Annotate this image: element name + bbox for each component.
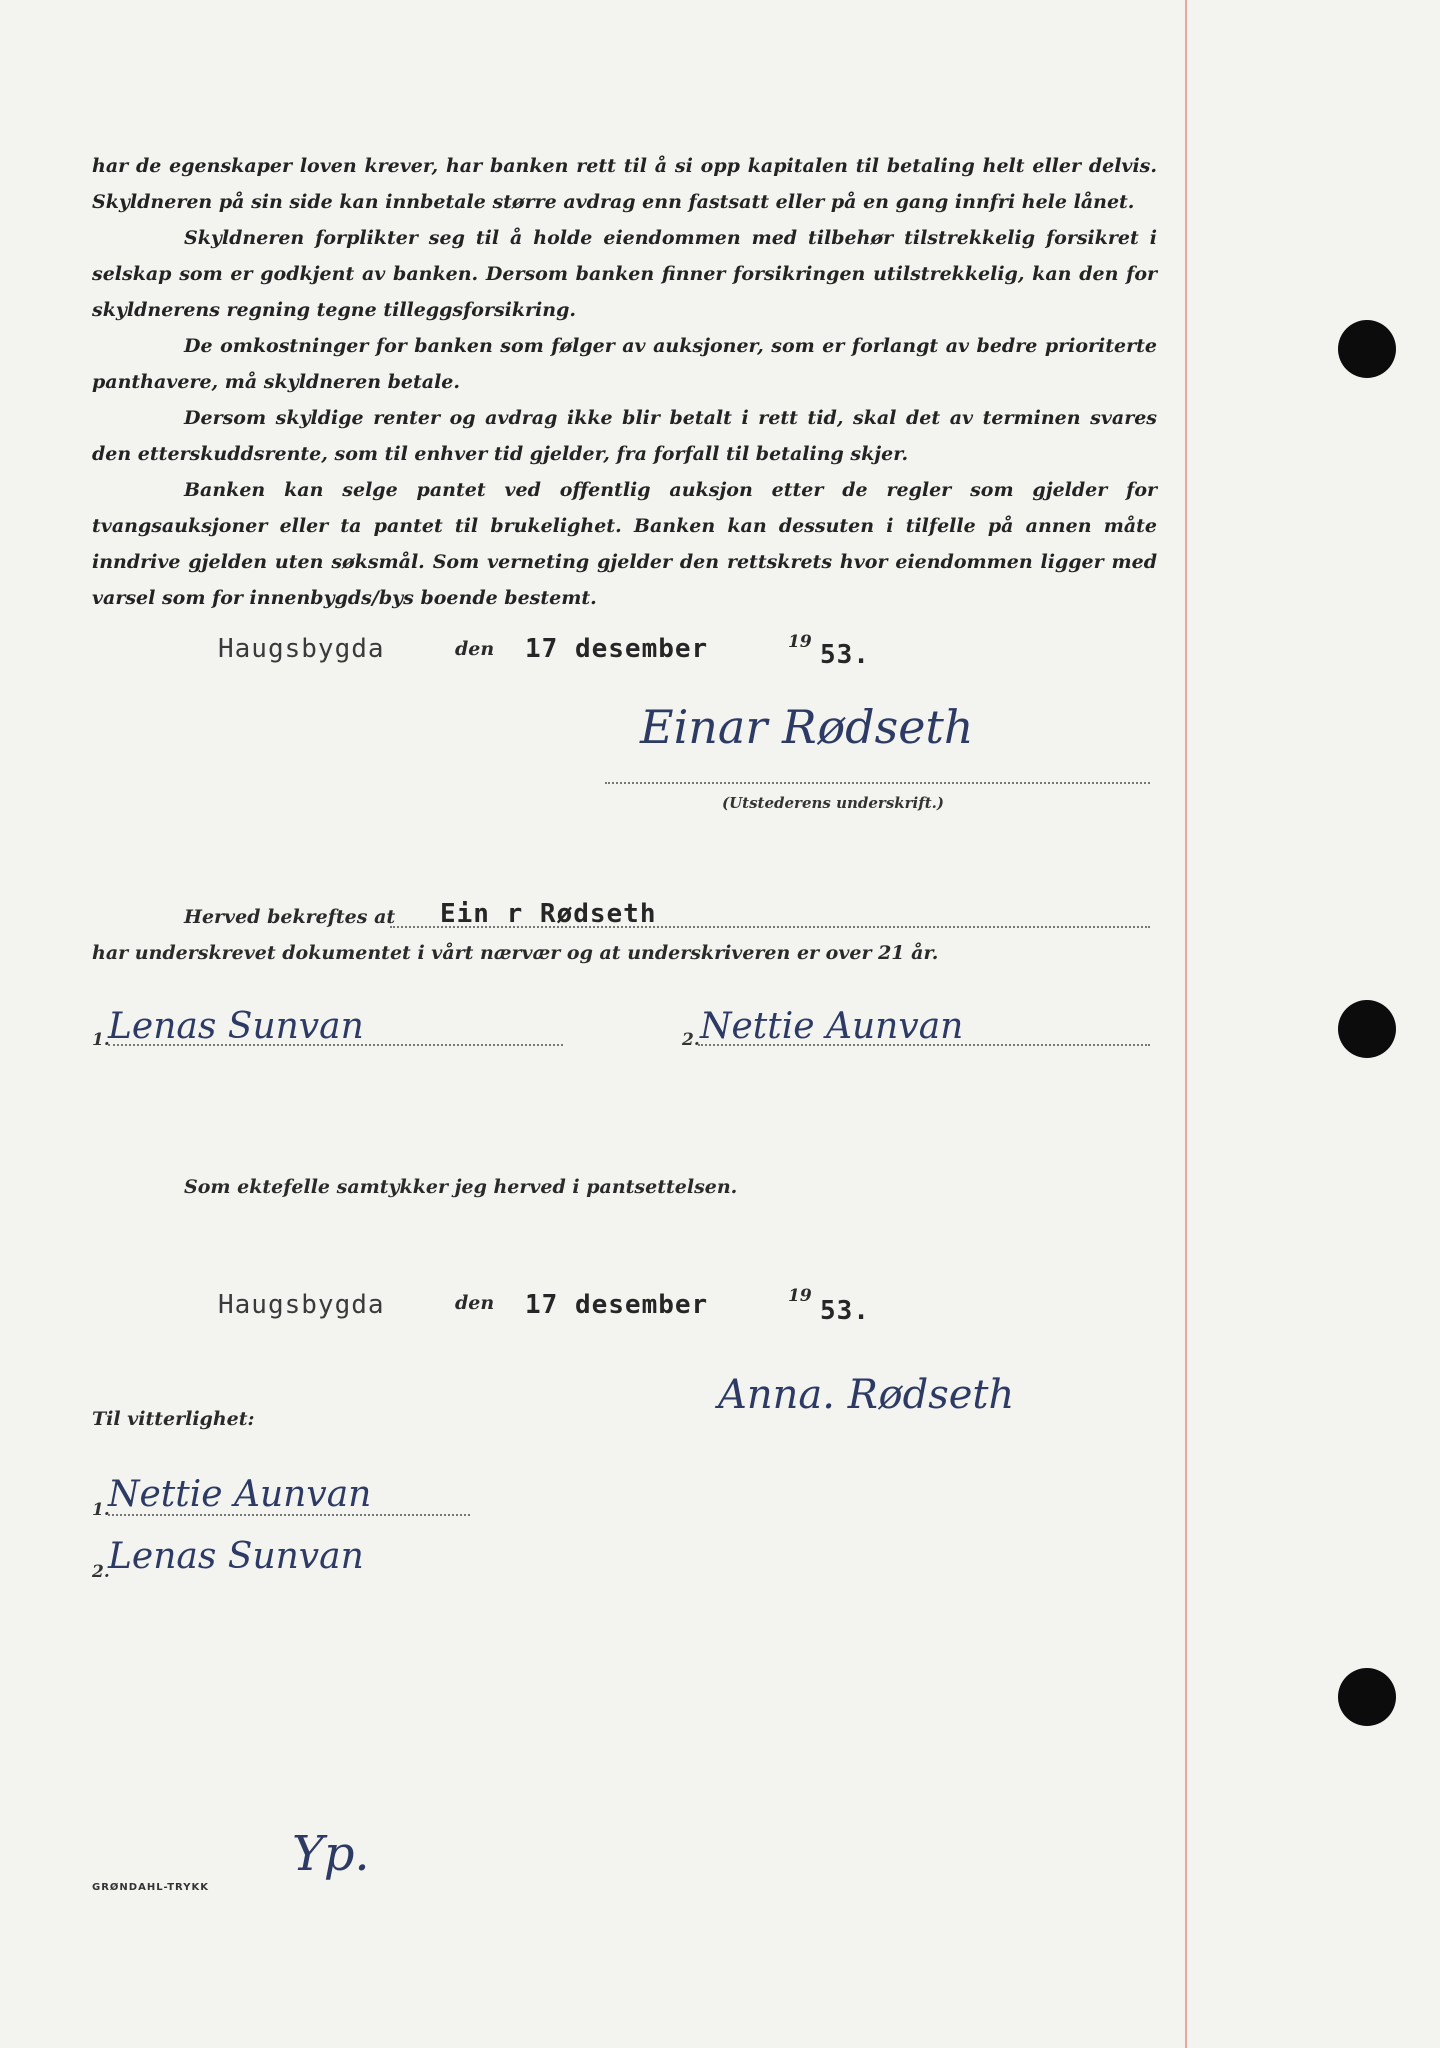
attestation-label: Til vitterlighet: xyxy=(92,1408,255,1430)
witness-number-1: 1. xyxy=(92,1030,110,1050)
witness-line-1 xyxy=(108,1044,563,1046)
confirmation-statement: har underskrevet dokumentet i vårt nærvær og at underskriveren er over 21 år. xyxy=(92,942,939,964)
witness-line-2 xyxy=(698,1044,1150,1046)
margin-rule xyxy=(1185,0,1187,2048)
attestation-number-2: 2. xyxy=(92,1562,110,1582)
date-day-month-2: 17 desember xyxy=(525,1290,709,1320)
date-den-label-1: den xyxy=(455,638,495,660)
paragraph-interest: Dersom skyldige renter og avdrag ikke blir betalt i rett tid, skal det av terminen svares den etterskuddsrente, som til enhver tid gjelder, fra forfall til betaling skjer. xyxy=(92,407,1157,465)
punch-hole-top xyxy=(1338,320,1396,378)
witness-number-2: 2. xyxy=(682,1030,700,1050)
date-place-1: Haugsbygda xyxy=(218,634,385,664)
attestation-signature-2: Lenas Sunvan xyxy=(108,1536,364,1577)
paragraph-costs: De omkostninger for banken som følger av auksjoner, som er forlangt av bedre prioriterte panthavere, må skyldneren betale. xyxy=(92,335,1157,393)
paragraph-auction: Banken kan selge pantet ved offentlig auksjon etter de regler som gjelder for tvangsauksjoner eller ta pantet til brukelighet. Banken kan dessuten i tilfelle på annen måte inndrive gjelden uten søksmål. Som verneting gjelder den rettskrets hvor eiendommen ligger med varsel som for innenbygds/bys boende bestemt. xyxy=(92,479,1157,609)
witness-signature-2: Nettie Aunvan xyxy=(700,1006,964,1047)
attestation-signature-1: Nettie Aunvan xyxy=(108,1474,372,1515)
issuer-signature-caption: (Utstederens underskrift.) xyxy=(722,794,944,812)
attestation-number-1: 1. xyxy=(92,1500,110,1520)
date-century-1: 19 xyxy=(788,632,812,652)
printer-imprint: GRØNDAHL-TRYKK xyxy=(92,1882,209,1893)
paragraph-insurance: Skyldneren forplikter seg til å holde eiendommen med tilbehør tilstrekkelig forsikret i selskap som er godkjent av banken. Dersom banken finner forsikringen utilstrekkelig, kan den for skyldnerens regning tegne tilleggsforsikring. xyxy=(92,227,1157,321)
punch-hole-middle xyxy=(1338,1000,1396,1058)
issuer-signature: Einar Rødseth xyxy=(640,700,974,754)
confirmation-label: Herved bekreftes at xyxy=(184,906,396,928)
spouse-consent: Som ektefelle samtykker jeg herved i pantsettelsen. xyxy=(184,1176,738,1198)
confirmation-name-line xyxy=(390,926,1150,928)
spouse-signature: Anna. Rødseth xyxy=(718,1372,1015,1418)
date-year-1: 53. xyxy=(820,640,870,670)
date-year-2: 53. xyxy=(820,1296,870,1326)
initials-mark: Yp. xyxy=(292,1826,370,1882)
date-den-label-2: den xyxy=(455,1292,495,1314)
date-day-month-1: 17 desember xyxy=(525,634,709,664)
issuer-signature-line xyxy=(605,782,1150,784)
attestation-line-1 xyxy=(108,1514,470,1516)
date-place-2: Haugsbygda xyxy=(218,1290,385,1320)
punch-hole-bottom xyxy=(1338,1668,1396,1726)
confirmation-typed-name: Ein r Rødseth xyxy=(440,899,657,929)
witness-signature-1: Lenas Sunvan xyxy=(108,1006,364,1047)
date-century-2: 19 xyxy=(788,1286,812,1306)
paragraph-termination: har de egenskaper loven krever, har banken rett til å si opp kapitalen til betaling helt eller delvis. Skyldneren på sin side kan innbetale større avdrag enn fastsatt eller på en gang innfri hele lånet. xyxy=(92,155,1157,213)
